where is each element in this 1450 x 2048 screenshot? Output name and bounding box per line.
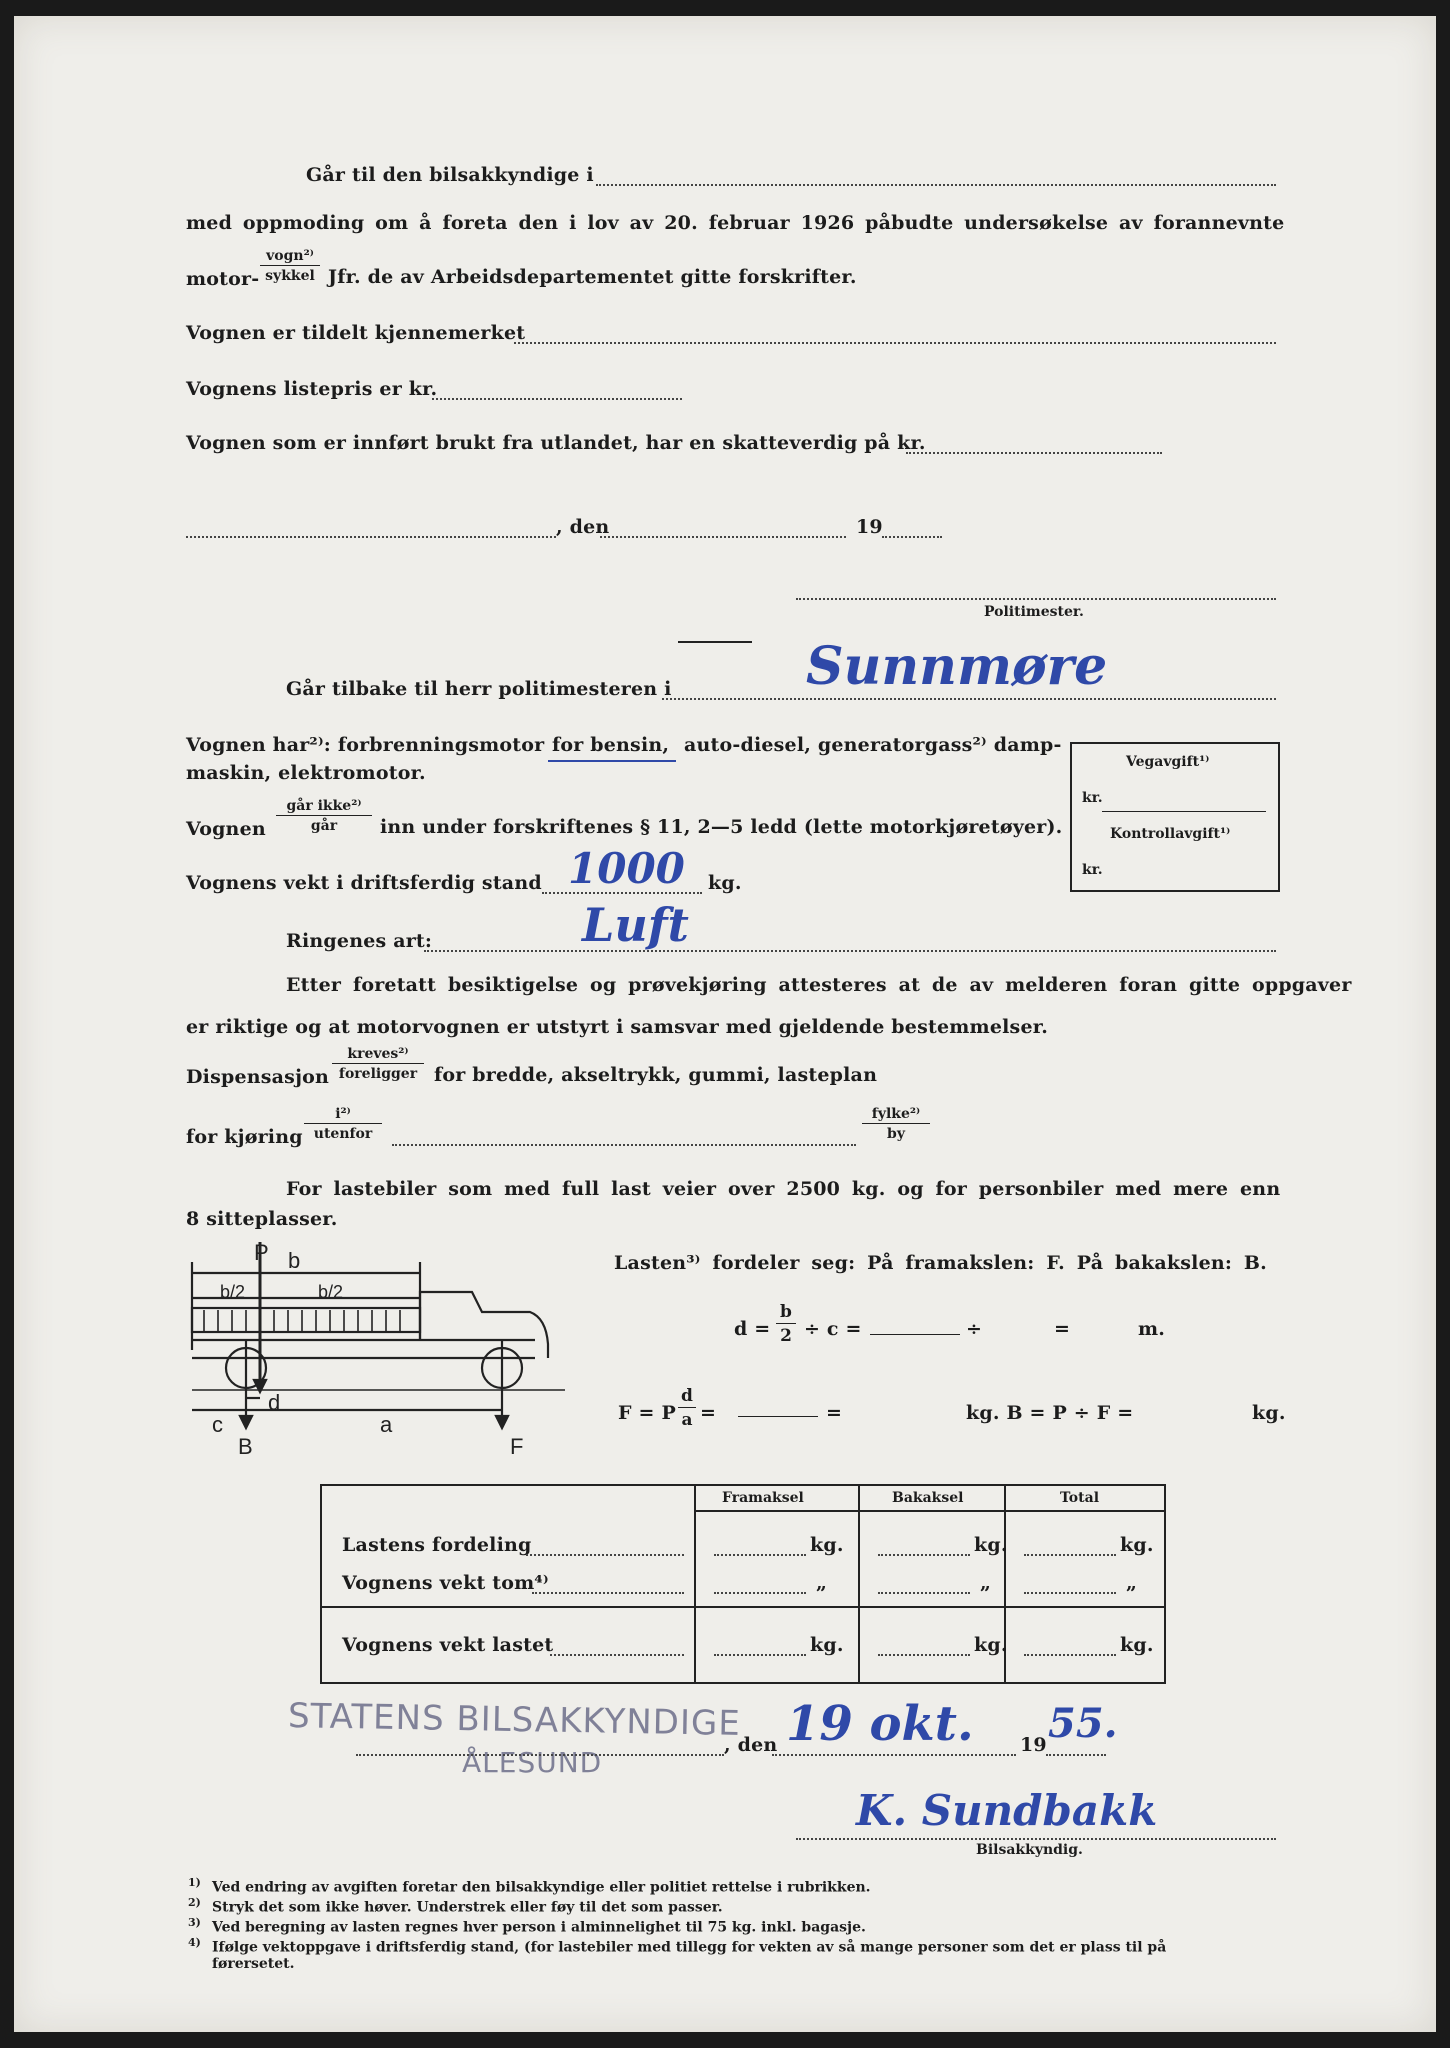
date-field[interactable] bbox=[600, 536, 846, 538]
fraction-denominator: utenfor bbox=[313, 1126, 373, 1142]
table-cell-field[interactable] bbox=[714, 1554, 806, 1556]
kontrollavgift-kr: kr. bbox=[1082, 862, 1103, 878]
equals-sign: = bbox=[1054, 1318, 1071, 1340]
equals-sign: = bbox=[826, 1402, 843, 1424]
F-equation: F = P bbox=[618, 1402, 676, 1424]
disp-suffix: for bredde, akseltrykk, gummi, lasteplan bbox=[434, 1064, 878, 1086]
vegavgift-kr: kr. bbox=[1082, 790, 1103, 806]
table-header-line bbox=[694, 1510, 1164, 1512]
row-label-vekt-lastet: Vognens vekt lastet bbox=[342, 1634, 554, 1656]
attest-line1: Etter foretatt besiktigelse og prøvekjøring attesteres at de av melderen foran gitte oppgaver bbox=[286, 974, 1352, 996]
document-page bbox=[14, 16, 1436, 2032]
forskrifter-text: Jfr. de av Arbeidsdepartementet gitte forskrifter. bbox=[328, 266, 857, 288]
date-den: , den bbox=[556, 516, 610, 538]
kjennemerke-label: Vognen er tildelt kjennemerket bbox=[186, 322, 526, 344]
return-place-field[interactable] bbox=[662, 698, 1276, 700]
vekt-unit: kg. bbox=[708, 872, 742, 894]
footnote-number: 3) bbox=[188, 1916, 201, 1929]
row-leader bbox=[532, 1592, 684, 1594]
place-field[interactable] bbox=[186, 536, 556, 538]
row-label-vekt-tom: Vognens vekt tom⁴⁾ bbox=[342, 1572, 549, 1594]
footnote bbox=[188, 1956, 1166, 1976]
footnote-text: Ved beregning av lasten regnes hver person i alminnelighet til 75 kg. inkl. bagasje. bbox=[212, 1919, 866, 1936]
kjoring-field[interactable] bbox=[392, 1144, 856, 1146]
lasten-line: Lasten³⁾ fordeler seg: På framakslen: F. På bakakslen: B. bbox=[614, 1252, 1267, 1274]
footnote bbox=[188, 1916, 1166, 1936]
signoff-year-prefix: 19 bbox=[1020, 1734, 1047, 1756]
gaar-fraction bbox=[276, 798, 372, 834]
formula-blank[interactable] bbox=[738, 1416, 818, 1417]
i-utenfor-fraction bbox=[304, 1106, 382, 1142]
footnote bbox=[188, 1936, 1166, 1956]
table-row-line bbox=[322, 1606, 1164, 1608]
formula-blank[interactable] bbox=[870, 1334, 960, 1335]
cargo-hatching bbox=[204, 1310, 400, 1332]
arrow-head bbox=[496, 1416, 508, 1428]
stamp-line1: STATENS BILSAKKYNDIGE bbox=[287, 1696, 742, 1744]
table-cell-field[interactable] bbox=[878, 1554, 970, 1556]
d-over-a-fraction bbox=[678, 1386, 696, 1430]
fraction-numerator: d bbox=[678, 1386, 696, 1408]
attest-line2: er riktige og at motorvognen er utstyrt i samsvar med gjeldende bestemmelser. bbox=[186, 1016, 1049, 1038]
disp-prefix: Dispensasjon bbox=[186, 1066, 330, 1088]
handwritten-place: Sunnmøre bbox=[806, 636, 1108, 697]
fraction-denominator: by bbox=[887, 1126, 905, 1142]
footnote-number: 2) bbox=[188, 1896, 201, 1909]
col-bakaksel: Bakaksel bbox=[892, 1490, 964, 1506]
skatteverdig-label: Vognen som er innført brukt fra utlandet, har en skatteverdig på kr. bbox=[186, 432, 926, 454]
table-cell-unit: kg. bbox=[1120, 1634, 1154, 1656]
table-cell-ditto: „ bbox=[1126, 1572, 1138, 1594]
fraction-numerator: i²⁾ bbox=[304, 1106, 382, 1124]
ringer-label: Ringenes art: bbox=[286, 930, 433, 952]
fees-divider bbox=[1102, 811, 1266, 812]
handwritten-year: 55. bbox=[1048, 1700, 1118, 1747]
vogn-sykkel-fraction bbox=[260, 248, 320, 284]
motor-type-part2: auto-diesel, generatorgass²⁾ damp- bbox=[684, 734, 1062, 756]
vekt-label: Vognens vekt i driftsferdig stand bbox=[186, 872, 542, 894]
fraction-denominator: går bbox=[310, 818, 338, 834]
bilsakkyndig-label: Bilsakkyndig. bbox=[976, 1842, 1083, 1858]
b-half-fraction bbox=[776, 1302, 796, 1346]
kontrollavgift-label: Kontrollavgift¹⁾ bbox=[1110, 826, 1231, 842]
diagram-label-b: b bbox=[288, 1248, 301, 1273]
kjennemerke-field[interactable] bbox=[514, 342, 1276, 344]
laste-line2: 8 sitteplasser. bbox=[186, 1208, 338, 1230]
table-divider bbox=[858, 1486, 860, 1682]
handwritten-signature: K. Sundbakk bbox=[856, 1786, 1158, 1835]
d-equation: d = bbox=[734, 1318, 771, 1340]
handwritten-tire-type: Luft bbox=[582, 898, 689, 952]
date-year-prefix: 19 bbox=[856, 516, 883, 538]
politimester-signature-field[interactable] bbox=[796, 598, 1276, 600]
signoff-date-field[interactable] bbox=[772, 1754, 1016, 1756]
footnote-number: 1) bbox=[188, 1876, 201, 1889]
truck-load-diagram bbox=[190, 1240, 570, 1460]
year-field[interactable] bbox=[882, 536, 942, 538]
cab-outline bbox=[420, 1292, 548, 1358]
diagram-label-d: d bbox=[268, 1390, 281, 1415]
kg-unit: kg. bbox=[1252, 1402, 1286, 1424]
bilsakkyndig-place-field[interactable] bbox=[596, 184, 1276, 186]
politimester-label: Politimester. bbox=[984, 604, 1084, 620]
laste-line1: For lastebiler som med full last veier over 2500 kg. og for personbiler med mere enn bbox=[286, 1178, 1281, 1200]
fylke-by-fraction bbox=[862, 1106, 930, 1142]
table-cell-ditto: „ bbox=[816, 1572, 828, 1594]
handwritten-underline bbox=[548, 760, 676, 762]
lette-suffix: inn under forskriftenes § 11, 2—5 ledd (lette motorkjøretøyer). bbox=[380, 816, 1063, 838]
motor-type-line2: maskin, elektromotor. bbox=[186, 762, 426, 784]
footnote-text: Ved endring av avgiften foretar den bilsakkyndige eller politiet rettelse i rubrikken. bbox=[212, 1879, 871, 1896]
motor-type-selected: for bensin, bbox=[552, 734, 670, 756]
footnote-number: 4) bbox=[188, 1936, 201, 1949]
minus-c: ÷ c = bbox=[804, 1318, 862, 1340]
table-cell-field[interactable] bbox=[714, 1592, 806, 1594]
fraction-denominator: sykkel bbox=[265, 268, 315, 284]
diagram-label-b2: b/2 bbox=[318, 1282, 344, 1302]
diagram-label-a: a bbox=[380, 1412, 393, 1437]
table-cell-field[interactable] bbox=[714, 1654, 806, 1656]
table-cell-field[interactable] bbox=[878, 1592, 970, 1594]
table-cell-field[interactable] bbox=[878, 1654, 970, 1656]
footnote-text: Stryk det som ikke høver. Understrek eller føy til det som passer. bbox=[212, 1899, 723, 1916]
listepris-label: Vognens listepris er kr. bbox=[186, 378, 438, 400]
lette-prefix: Vognen bbox=[186, 818, 266, 840]
section-divider bbox=[678, 641, 752, 643]
footnotes bbox=[188, 1876, 1166, 1976]
div-sign: ÷ bbox=[966, 1318, 983, 1340]
listepris-field[interactable] bbox=[432, 398, 682, 400]
bilsakkyndig-signature-field[interactable] bbox=[796, 1838, 1276, 1840]
footnote-text: førersetet. bbox=[212, 1956, 295, 1972]
motor-type-part1: Vognen har²⁾: forbrenningsmotor bbox=[186, 734, 545, 756]
table-cell-field[interactable] bbox=[1024, 1554, 1116, 1556]
signoff-place-field[interactable] bbox=[356, 1754, 724, 1756]
diagram-label-P: P bbox=[254, 1240, 269, 1265]
kg-B-equation: kg. B = P ÷ F = bbox=[966, 1402, 1134, 1424]
ringer-field[interactable] bbox=[424, 950, 1276, 952]
arrow-head bbox=[240, 1416, 252, 1428]
col-framaksel: Framaksel bbox=[722, 1490, 804, 1506]
header-line1: Går til den bilsakkyndige i bbox=[306, 164, 594, 186]
equals-sign: = bbox=[700, 1402, 717, 1424]
skatteverdig-field[interactable] bbox=[906, 452, 1162, 454]
signoff-year-field[interactable] bbox=[1046, 1754, 1106, 1756]
col-total: Total bbox=[1060, 1490, 1100, 1506]
m-unit: m. bbox=[1138, 1318, 1166, 1340]
fraction-denominator: a bbox=[681, 1410, 693, 1430]
diagram-label-B: B bbox=[238, 1434, 253, 1459]
row-leader bbox=[526, 1554, 684, 1556]
vegavgift-label: Vegavgift¹⁾ bbox=[1126, 754, 1210, 770]
fraction-numerator: vogn²⁾ bbox=[260, 248, 320, 266]
kjoring-prefix: for kjøring bbox=[186, 1126, 303, 1148]
handwritten-weight: 1000 bbox=[568, 844, 685, 893]
row-leader bbox=[550, 1654, 684, 1656]
fraction-numerator: går ikke²⁾ bbox=[276, 798, 372, 816]
handwritten-date: 19 okt. bbox=[786, 1696, 974, 1752]
table-cell-unit: kg. bbox=[974, 1634, 1008, 1656]
fraction-denominator: foreligger bbox=[338, 1066, 418, 1082]
diagram-label-F: F bbox=[510, 1434, 524, 1459]
footnote bbox=[188, 1876, 1166, 1896]
return-prefix: Går tilbake til herr politimesteren i bbox=[286, 678, 672, 700]
table-cell-field[interactable] bbox=[1024, 1592, 1116, 1594]
fraction-numerator: kreves²⁾ bbox=[332, 1046, 424, 1064]
table-cell-unit: kg. bbox=[974, 1534, 1008, 1556]
kreves-fraction bbox=[332, 1046, 424, 1082]
table-cell-ditto: „ bbox=[980, 1572, 992, 1594]
fraction-numerator: fylke²⁾ bbox=[862, 1106, 930, 1124]
motor-prefix: motor- bbox=[186, 268, 260, 290]
footnote bbox=[188, 1896, 1166, 1916]
stamp-line2: ÅLESUND bbox=[462, 1746, 603, 1779]
fraction-numerator: b bbox=[776, 1302, 796, 1324]
table-cell-unit: kg. bbox=[810, 1634, 844, 1656]
footnote-text: Ifølge vektoppgave i driftsferdig stand, (for lastebiler med tillegg for vekten av så mange personer som det er plass til på bbox=[212, 1939, 1167, 1956]
diagram-label-c: c bbox=[212, 1412, 223, 1437]
fraction-denominator: 2 bbox=[780, 1326, 792, 1346]
header-line2: med oppmoding om å foreta den i lov av 20. februar 1926 påbudte undersøkelse av forannevnte bbox=[186, 212, 1285, 234]
table-cell-unit: kg. bbox=[1120, 1534, 1154, 1556]
table-cell-unit: kg. bbox=[810, 1534, 844, 1556]
load-table bbox=[320, 1484, 1166, 1684]
table-cell-field[interactable] bbox=[1024, 1654, 1116, 1656]
row-label-lastens-fordeling: Lastens fordeling bbox=[342, 1534, 532, 1556]
diagram-label-b2: b/2 bbox=[220, 1282, 246, 1302]
signoff-den: , den bbox=[724, 1734, 778, 1756]
table-divider bbox=[694, 1486, 696, 1682]
